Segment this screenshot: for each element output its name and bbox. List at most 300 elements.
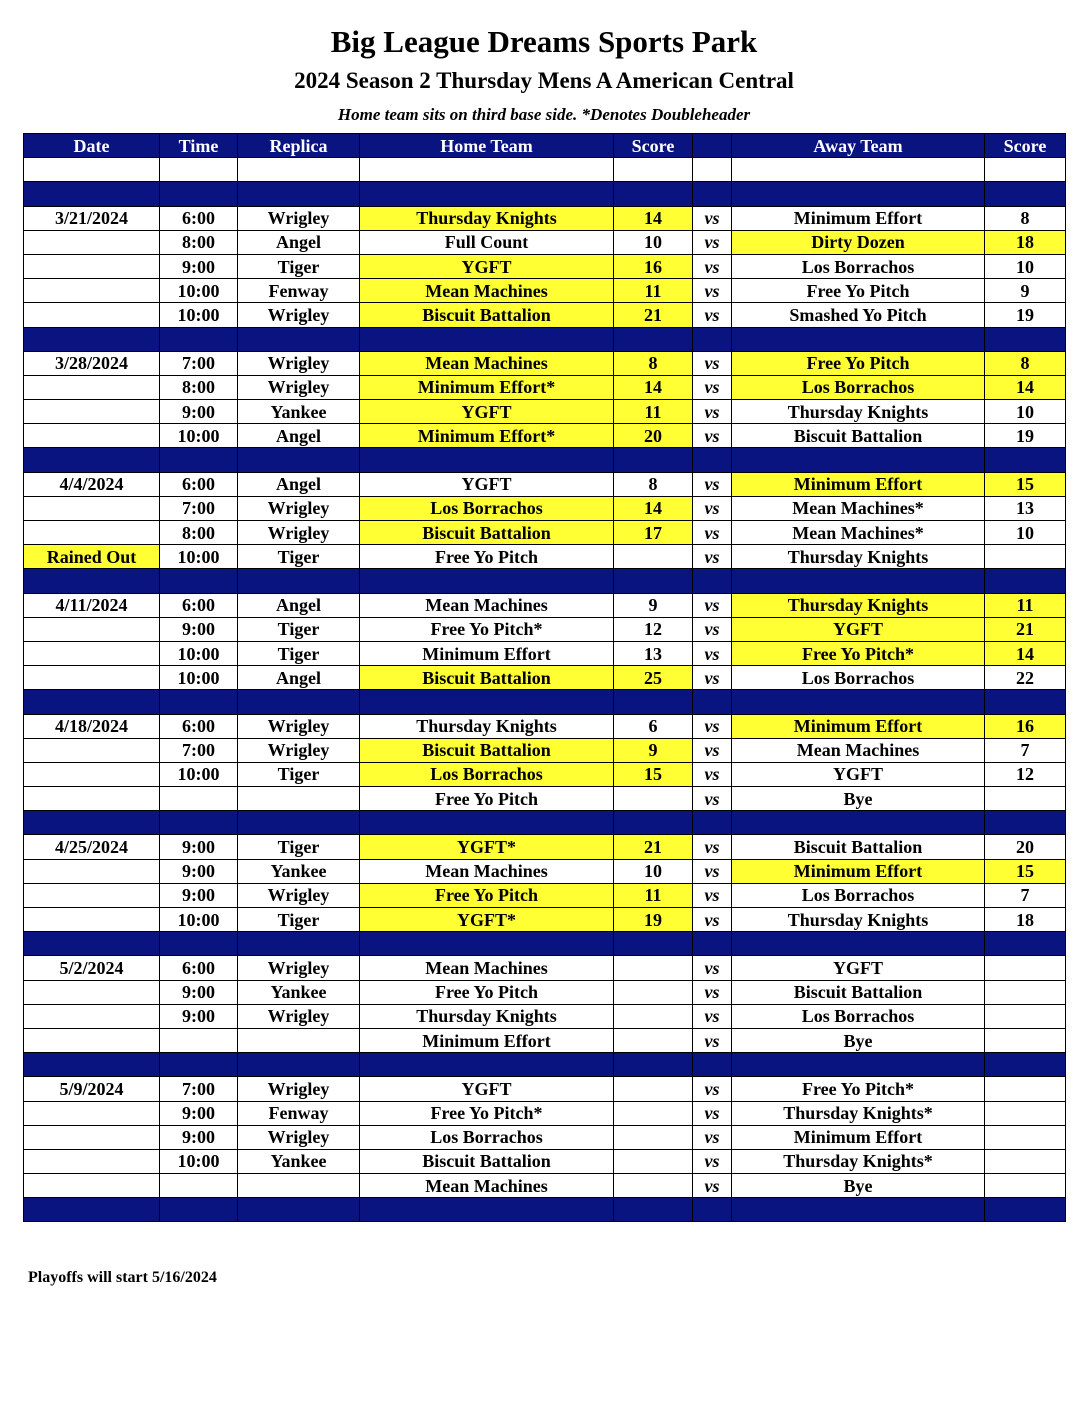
home-score-cell: 19 (614, 908, 693, 932)
blank-cell (614, 158, 693, 182)
separator-row (24, 1198, 1066, 1222)
away-score-cell: 15 (985, 472, 1066, 496)
separator-cell (360, 448, 614, 472)
away-team-cell: Thursday Knights (732, 593, 985, 617)
away-score-cell: 14 (985, 641, 1066, 665)
date-cell (24, 1101, 160, 1125)
separator-cell (693, 327, 732, 351)
separator-cell (693, 1198, 732, 1222)
away-score-cell: 8 (985, 351, 1066, 375)
vs-cell: vs (693, 1101, 732, 1125)
home-score-cell: 9 (614, 593, 693, 617)
vs-cell: vs (693, 472, 732, 496)
date-cell (24, 883, 160, 907)
away-team-cell: Minimum Effort (732, 714, 985, 738)
game-row (24, 496, 1066, 520)
vs-cell: vs (693, 206, 732, 230)
blank-row (24, 158, 1066, 182)
date-cell (24, 617, 160, 641)
home-team-cell: Mean Machines (360, 279, 614, 303)
away-team-cell: YGFT (732, 617, 985, 641)
away-team-cell: Los Borrachos (732, 375, 985, 399)
game-row (24, 375, 1066, 399)
vs-cell: vs (693, 545, 732, 569)
home-team-cell: Minimum Effort (360, 641, 614, 665)
replica-cell: Fenway (238, 1101, 360, 1125)
home-score-cell: 15 (614, 762, 693, 786)
footer-note: Playoffs will start 5/16/2024 (28, 1269, 217, 1286)
replica-cell: Wrigley (238, 351, 360, 375)
separator-cell (360, 811, 614, 835)
home-team-cell: YGFT (360, 1077, 614, 1101)
separator-row (24, 448, 1066, 472)
separator-cell (160, 569, 238, 593)
game-row (24, 1028, 1066, 1052)
away-score-cell: 10 (985, 521, 1066, 545)
separator-cell (238, 448, 360, 472)
game-row (24, 279, 1066, 303)
replica-cell: Fenway (238, 279, 360, 303)
separator-cell (985, 448, 1066, 472)
col-away-team: Away Team (732, 134, 985, 158)
separator-cell (360, 932, 614, 956)
away-score-cell: 10 (985, 254, 1066, 278)
home-score-cell: 10 (614, 859, 693, 883)
vs-cell: vs (693, 883, 732, 907)
vs-cell: vs (693, 303, 732, 327)
separator-cell (160, 327, 238, 351)
separator-cell (24, 569, 160, 593)
separator-cell (693, 448, 732, 472)
vs-cell: vs (693, 980, 732, 1004)
header-row (24, 134, 1066, 158)
time-cell (160, 787, 238, 811)
replica-cell: Wrigley (238, 883, 360, 907)
replica-cell: Tiger (238, 835, 360, 859)
separator-cell (985, 932, 1066, 956)
home-score-cell: 8 (614, 351, 693, 375)
home-team-cell: YGFT* (360, 908, 614, 932)
blank-cell (693, 158, 732, 182)
away-score-cell (985, 956, 1066, 980)
replica-cell: Wrigley (238, 714, 360, 738)
replica-cell: Wrigley (238, 1125, 360, 1149)
date-cell (24, 908, 160, 932)
separator-row (24, 569, 1066, 593)
replica-cell (238, 787, 360, 811)
home-team-cell: Mean Machines (360, 859, 614, 883)
separator-cell (693, 811, 732, 835)
away-score-cell: 8 (985, 206, 1066, 230)
vs-cell: vs (693, 496, 732, 520)
blank-cell (732, 158, 985, 182)
away-team-cell: Free Yo Pitch (732, 279, 985, 303)
separator-row (24, 1053, 1066, 1077)
page-subtitle: 2024 Season 2 Thursday Mens A American Central (294, 68, 794, 93)
separator-row (24, 690, 1066, 714)
separator-cell (693, 569, 732, 593)
time-cell: 6:00 (160, 206, 238, 230)
away-team-cell: Thursday Knights (732, 400, 985, 424)
game-row (24, 521, 1066, 545)
date-cell: 5/9/2024 (24, 1077, 160, 1101)
away-team-cell: Free Yo Pitch* (732, 1077, 985, 1101)
separator-cell (985, 690, 1066, 714)
home-score-cell: 14 (614, 375, 693, 399)
time-cell: 6:00 (160, 714, 238, 738)
date-cell (24, 762, 160, 786)
date-cell (24, 1174, 160, 1198)
home-team-cell: Full Count (360, 230, 614, 254)
separator-cell (24, 448, 160, 472)
time-cell: 10:00 (160, 762, 238, 786)
home-score-cell: 21 (614, 835, 693, 859)
separator-cell (360, 569, 614, 593)
time-cell: 9:00 (160, 617, 238, 641)
replica-cell: Yankee (238, 400, 360, 424)
away-score-cell: 12 (985, 762, 1066, 786)
game-row (24, 738, 1066, 762)
home-score-cell: 11 (614, 279, 693, 303)
game-row (24, 254, 1066, 278)
home-score-cell: 16 (614, 254, 693, 278)
home-score-cell: 9 (614, 738, 693, 762)
away-team-cell: Mean Machines (732, 738, 985, 762)
separator-cell (360, 327, 614, 351)
time-cell: 9:00 (160, 980, 238, 1004)
away-team-cell: Biscuit Battalion (732, 424, 985, 448)
separator-cell (360, 1053, 614, 1077)
away-score-cell: 14 (985, 375, 1066, 399)
vs-cell: vs (693, 1004, 732, 1028)
separator-cell (732, 182, 985, 206)
away-team-cell: Free Yo Pitch* (732, 641, 985, 665)
home-team-cell: Free Yo Pitch* (360, 1101, 614, 1125)
separator-cell (238, 811, 360, 835)
away-team-cell: Biscuit Battalion (732, 980, 985, 1004)
separator-cell (160, 1053, 238, 1077)
away-team-cell: Bye (732, 1028, 985, 1052)
away-team-cell: Thursday Knights* (732, 1101, 985, 1125)
away-team-cell: Minimum Effort (732, 472, 985, 496)
time-cell: 7:00 (160, 496, 238, 520)
away-team-cell: Free Yo Pitch (732, 351, 985, 375)
replica-cell (238, 1174, 360, 1198)
separator-cell (614, 690, 693, 714)
game-row (24, 1077, 1066, 1101)
home-score-cell (614, 1028, 693, 1052)
game-row (24, 956, 1066, 980)
home-score-cell: 13 (614, 641, 693, 665)
separator-cell (360, 182, 614, 206)
separator-cell (693, 182, 732, 206)
time-cell: 9:00 (160, 835, 238, 859)
away-team-cell: Los Borrachos (732, 883, 985, 907)
vs-cell: vs (693, 641, 732, 665)
game-row (24, 593, 1066, 617)
vs-cell: vs (693, 400, 732, 424)
blank-cell (160, 158, 238, 182)
separator-cell (24, 932, 160, 956)
home-team-cell: Free Yo Pitch (360, 545, 614, 569)
date-cell (24, 521, 160, 545)
home-team-cell: Free Yo Pitch (360, 980, 614, 1004)
time-cell: 10:00 (160, 424, 238, 448)
separator-cell (238, 932, 360, 956)
date-cell (24, 375, 160, 399)
time-cell (160, 1174, 238, 1198)
separator-cell (238, 327, 360, 351)
time-cell: 9:00 (160, 254, 238, 278)
separator-cell (732, 690, 985, 714)
vs-cell: vs (693, 593, 732, 617)
home-team-cell: YGFT* (360, 835, 614, 859)
vs-cell: vs (693, 666, 732, 690)
replica-cell: Tiger (238, 641, 360, 665)
game-row (24, 762, 1066, 786)
separator-cell (238, 569, 360, 593)
home-team-cell: Biscuit Battalion (360, 303, 614, 327)
separator-cell (732, 327, 985, 351)
col-replica: Replica (238, 134, 360, 158)
date-cell: 3/28/2024 (24, 351, 160, 375)
away-team-cell: YGFT (732, 762, 985, 786)
date-cell (24, 1149, 160, 1173)
separator-cell (985, 182, 1066, 206)
game-row (24, 859, 1066, 883)
replica-cell: Wrigley (238, 738, 360, 762)
replica-cell: Tiger (238, 545, 360, 569)
game-row (24, 883, 1066, 907)
page-title: Big League Dreams Sports Park (330, 24, 758, 59)
separator-cell (614, 1198, 693, 1222)
away-score-cell: 18 (985, 230, 1066, 254)
home-score-cell: 14 (614, 206, 693, 230)
separator-cell (24, 182, 160, 206)
date-cell (24, 279, 160, 303)
blank-cell (360, 158, 614, 182)
game-row (24, 641, 1066, 665)
game-row (24, 424, 1066, 448)
game-row (24, 206, 1066, 230)
home-team-cell: Los Borrachos (360, 496, 614, 520)
home-score-cell: 17 (614, 521, 693, 545)
away-team-cell: Los Borrachos (732, 254, 985, 278)
time-cell: 6:00 (160, 593, 238, 617)
date-cell (24, 303, 160, 327)
home-team-cell: Mean Machines (360, 351, 614, 375)
away-team-cell: Minimum Effort (732, 859, 985, 883)
replica-cell: Angel (238, 424, 360, 448)
vs-cell: vs (693, 908, 732, 932)
replica-cell: Angel (238, 666, 360, 690)
separator-cell (238, 690, 360, 714)
separator-cell (732, 811, 985, 835)
date-cell (24, 641, 160, 665)
time-cell: 10:00 (160, 279, 238, 303)
separator-cell (614, 569, 693, 593)
away-team-cell: Bye (732, 1174, 985, 1198)
replica-cell: Wrigley (238, 375, 360, 399)
schedule-table (23, 133, 1066, 1222)
home-score-cell (614, 1004, 693, 1028)
date-cell (24, 666, 160, 690)
home-team-cell: Free Yo Pitch (360, 883, 614, 907)
vs-cell: vs (693, 254, 732, 278)
separator-cell (614, 448, 693, 472)
away-score-cell: 10 (985, 400, 1066, 424)
time-cell: 7:00 (160, 738, 238, 762)
separator-cell (238, 1053, 360, 1077)
away-score-cell: 16 (985, 714, 1066, 738)
vs-cell: vs (693, 738, 732, 762)
away-score-cell: 22 (985, 666, 1066, 690)
game-row (24, 617, 1066, 641)
time-cell: 6:00 (160, 472, 238, 496)
game-row (24, 835, 1066, 859)
col-home-team: Home Team (360, 134, 614, 158)
vs-cell: vs (693, 617, 732, 641)
date-cell: 3/21/2024 (24, 206, 160, 230)
blank-cell (24, 158, 160, 182)
game-row (24, 351, 1066, 375)
game-row (24, 1125, 1066, 1149)
separator-cell (24, 327, 160, 351)
time-cell: 9:00 (160, 1004, 238, 1028)
separator-cell (238, 182, 360, 206)
separator-cell (360, 690, 614, 714)
home-team-cell: Biscuit Battalion (360, 666, 614, 690)
vs-cell: vs (693, 835, 732, 859)
time-cell: 6:00 (160, 956, 238, 980)
time-cell: 7:00 (160, 351, 238, 375)
away-team-cell: Minimum Effort (732, 206, 985, 230)
home-score-cell: 11 (614, 400, 693, 424)
col-home-score: Score (614, 134, 693, 158)
away-score-cell (985, 545, 1066, 569)
date-cell: Rained Out (24, 545, 160, 569)
away-score-cell: 13 (985, 496, 1066, 520)
home-team-cell: Thursday Knights (360, 1004, 614, 1028)
time-cell (160, 1028, 238, 1052)
time-cell: 9:00 (160, 883, 238, 907)
home-team-cell: Biscuit Battalion (360, 738, 614, 762)
col-date: Date (24, 134, 160, 158)
home-score-cell: 6 (614, 714, 693, 738)
home-score-cell (614, 1077, 693, 1101)
separator-cell (614, 932, 693, 956)
away-score-cell: 9 (985, 279, 1066, 303)
game-row (24, 1174, 1066, 1198)
time-cell: 10:00 (160, 1149, 238, 1173)
separator-cell (985, 811, 1066, 835)
replica-cell (238, 1028, 360, 1052)
replica-cell: Wrigley (238, 303, 360, 327)
time-cell: 9:00 (160, 859, 238, 883)
time-cell: 8:00 (160, 375, 238, 399)
home-team-cell: Minimum Effort (360, 1028, 614, 1052)
col-vs (693, 134, 732, 158)
replica-cell: Yankee (238, 859, 360, 883)
vs-cell: vs (693, 424, 732, 448)
away-team-cell: Dirty Dozen (732, 230, 985, 254)
time-cell: 9:00 (160, 1125, 238, 1149)
date-cell (24, 1028, 160, 1052)
vs-cell: vs (693, 1077, 732, 1101)
time-cell: 8:00 (160, 230, 238, 254)
away-score-cell (985, 1149, 1066, 1173)
date-cell (24, 1004, 160, 1028)
replica-cell: Yankee (238, 1149, 360, 1173)
home-team-cell: YGFT (360, 400, 614, 424)
date-cell (24, 787, 160, 811)
home-score-cell: 14 (614, 496, 693, 520)
separator-cell (160, 811, 238, 835)
date-cell (24, 230, 160, 254)
separator-cell (693, 1053, 732, 1077)
away-team-cell: Bye (732, 787, 985, 811)
game-row (24, 1004, 1066, 1028)
separator-cell (732, 1198, 985, 1222)
home-score-cell (614, 545, 693, 569)
vs-cell: vs (693, 956, 732, 980)
time-cell: 10:00 (160, 908, 238, 932)
game-row (24, 666, 1066, 690)
home-team-cell: Mean Machines (360, 1174, 614, 1198)
home-score-cell (614, 980, 693, 1004)
home-score-cell (614, 1125, 693, 1149)
time-cell: 9:00 (160, 400, 238, 424)
home-score-cell (614, 1101, 693, 1125)
schedule-body (24, 158, 1066, 1222)
separator-cell (238, 1198, 360, 1222)
game-row (24, 545, 1066, 569)
game-row (24, 908, 1066, 932)
home-team-cell: Thursday Knights (360, 714, 614, 738)
time-cell: 7:00 (160, 1077, 238, 1101)
date-cell (24, 254, 160, 278)
vs-cell: vs (693, 230, 732, 254)
home-team-cell: Mean Machines (360, 956, 614, 980)
vs-cell: vs (693, 351, 732, 375)
home-team-cell: Free Yo Pitch* (360, 617, 614, 641)
home-score-cell (614, 956, 693, 980)
home-score-cell: 11 (614, 883, 693, 907)
game-row (24, 980, 1066, 1004)
away-score-cell: 7 (985, 738, 1066, 762)
away-score-cell (985, 1101, 1066, 1125)
col-time: Time (160, 134, 238, 158)
time-cell: 9:00 (160, 1101, 238, 1125)
blank-cell (985, 158, 1066, 182)
away-team-cell: Mean Machines* (732, 496, 985, 520)
date-cell: 4/11/2024 (24, 593, 160, 617)
time-cell: 8:00 (160, 521, 238, 545)
separator-row (24, 182, 1066, 206)
vs-cell: vs (693, 1028, 732, 1052)
replica-cell: Yankee (238, 980, 360, 1004)
col-away-score: Score (985, 134, 1066, 158)
game-row (24, 230, 1066, 254)
home-team-cell: Biscuit Battalion (360, 1149, 614, 1173)
away-team-cell: Thursday Knights (732, 545, 985, 569)
replica-cell: Tiger (238, 254, 360, 278)
date-cell (24, 400, 160, 424)
separator-cell (732, 1053, 985, 1077)
replica-cell: Tiger (238, 762, 360, 786)
away-score-cell: 18 (985, 908, 1066, 932)
home-team-cell: Free Yo Pitch (360, 787, 614, 811)
